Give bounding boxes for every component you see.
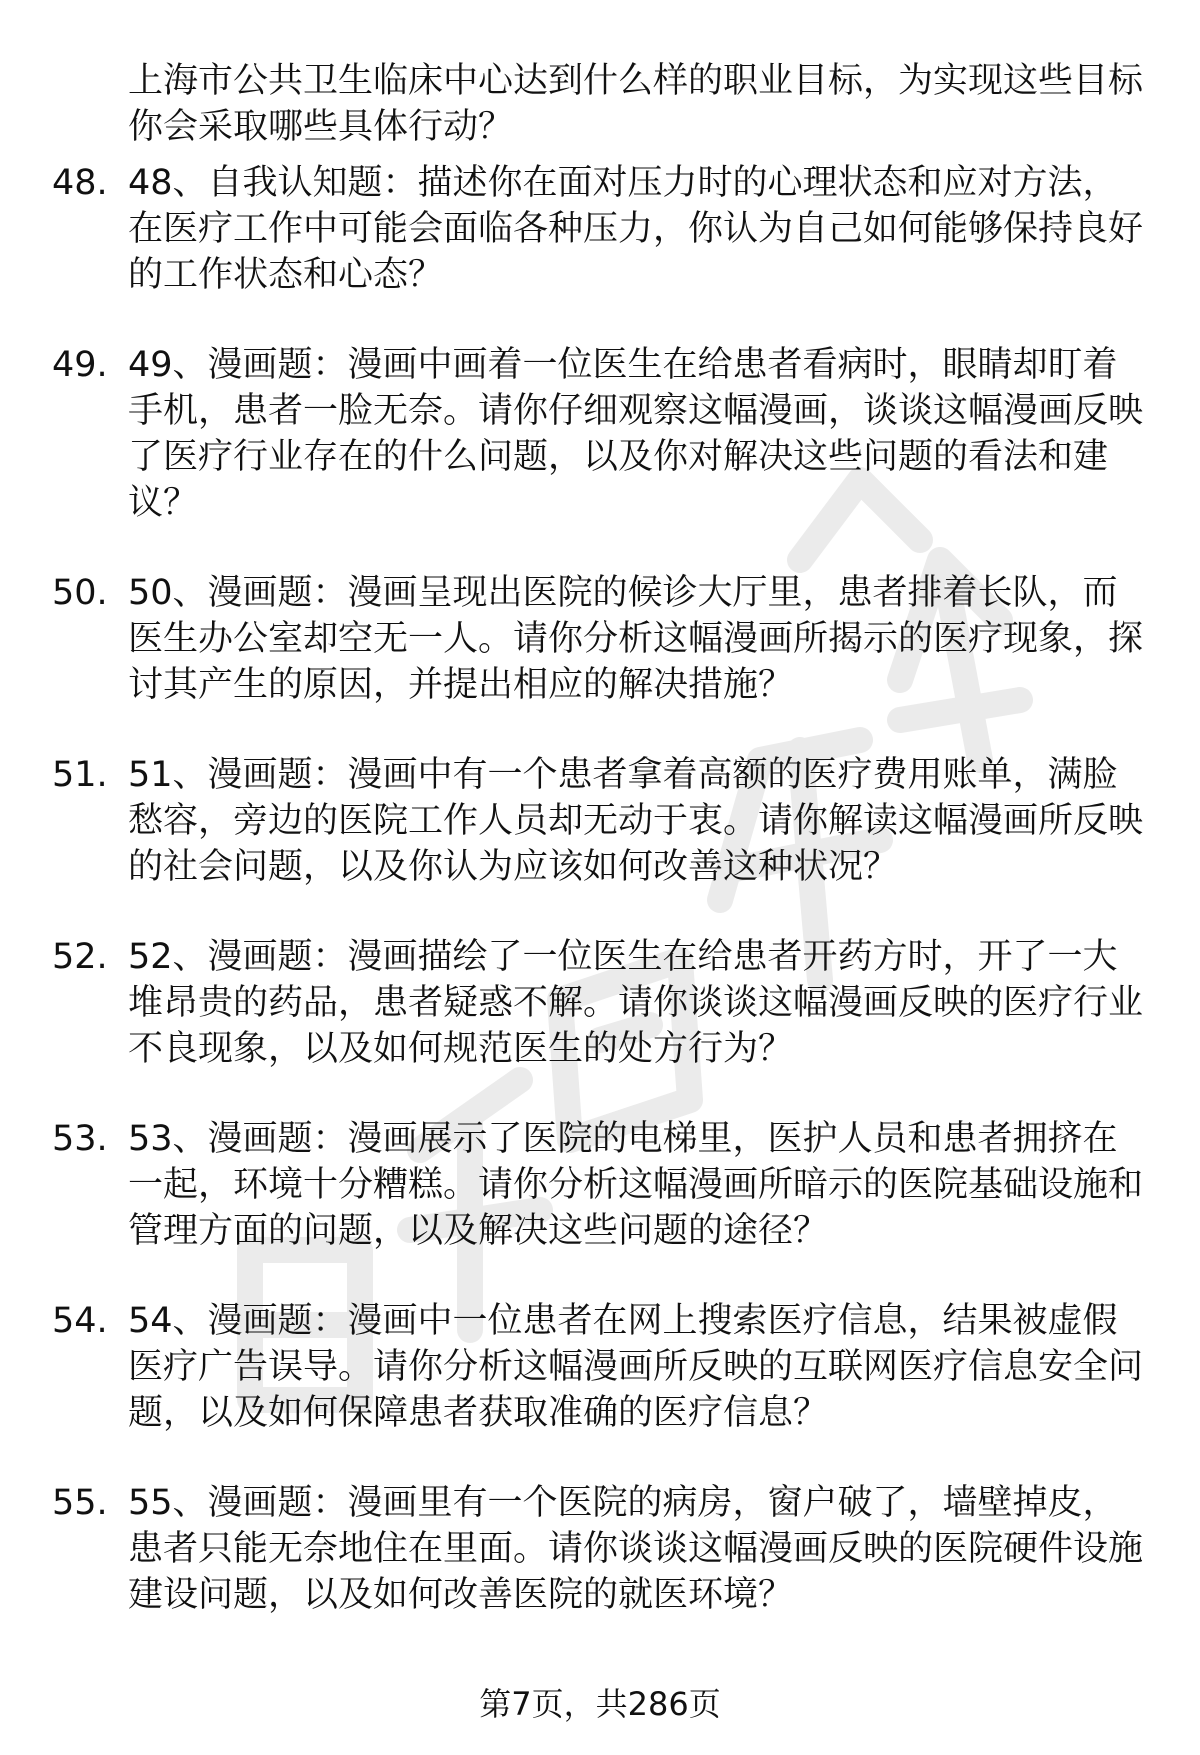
question-text: 50、漫画题：漫画呈现出医院的候诊大厅里，患者排着长队，而医生办公室却空无一人。请你分析这幅漫画所揭示的医疗现象，探讨其产生的原因，并提出相应的解决措施？	[128, 573, 1144, 705]
question-text: 53、漫画题：漫画展示了医院的电梯里，医护人员和患者拥挤在一起，环境十分糟糕。请你分析这幅漫画所暗示的医院基础设施和管理方面的问题，以及解决这些问题的途径？	[128, 1119, 1144, 1251]
question-number: 51.	[52, 755, 108, 795]
question-text: 48、自我认知题：描述你在面对压力时的心理状态和应对方法，在医疗工作中可能会面临各种压力，你认为自己如何能够保持良好的工作状态和心态？	[128, 163, 1144, 295]
question-number: 48.	[52, 163, 108, 203]
question-item	[0, 934, 1200, 1072]
question-item	[0, 342, 1200, 526]
question-item	[0, 752, 1200, 890]
question-number: 50.	[52, 573, 108, 613]
question-number: 49.	[52, 345, 108, 385]
question-number: 53.	[52, 1119, 108, 1159]
question-text: 51、漫画题：漫画中有一个患者拿着高额的医疗费用账单，满脸愁容，旁边的医院工作人员却无动于衷。请你解读这幅漫画所反映的社会问题，以及你认为应该如何改善这种状况？	[128, 755, 1144, 887]
question-list	[0, 160, 1200, 1662]
question-item	[0, 1298, 1200, 1436]
page-footer: 第7页，共286页	[479, 1685, 721, 1723]
question-text: 49、漫画题：漫画中画着一位医生在给患者看病时，眼睛却盯着手机，患者一脸无奈。请你仔细观察这幅漫画，谈谈这幅漫画反映了医疗行业存在的什么问题，以及你对解决这些问题的看法和建议？	[128, 345, 1144, 523]
question-text: 55、漫画题：漫画里有一个医院的病房，窗户破了，墙壁掉皮，患者只能无奈地住在里面。请你谈谈这幅漫画反映的医院硬件设施建设问题，以及如何改善医院的就医环境？	[128, 1483, 1144, 1615]
question-text: 54、漫画题：漫画中一位患者在网上搜索医疗信息，结果被虚假医疗广告误导。请你分析这幅漫画所反映的互联网医疗信息安全问题，以及如何保障患者获取准确的医疗信息？	[128, 1301, 1144, 1433]
question-number: 55.	[52, 1483, 108, 1523]
question-item	[0, 1480, 1200, 1618]
question-item	[0, 1116, 1200, 1254]
question-number: 54.	[52, 1301, 108, 1341]
question-item	[0, 160, 1200, 298]
continued-question-text: 上海市公共卫生临床中心达到什么样的职业目标，为实现这些目标你会采取哪些具体行动？	[128, 61, 1144, 147]
question-text: 52、漫画题：漫画描绘了一位医生在给患者开药方时，开了一大堆昂贵的药品，患者疑惑不解。请你谈谈这幅漫画反映的医疗行业不良现象，以及如何规范医生的处方行为？	[128, 937, 1144, 1069]
question-number: 52.	[52, 937, 108, 977]
question-item	[0, 570, 1200, 708]
